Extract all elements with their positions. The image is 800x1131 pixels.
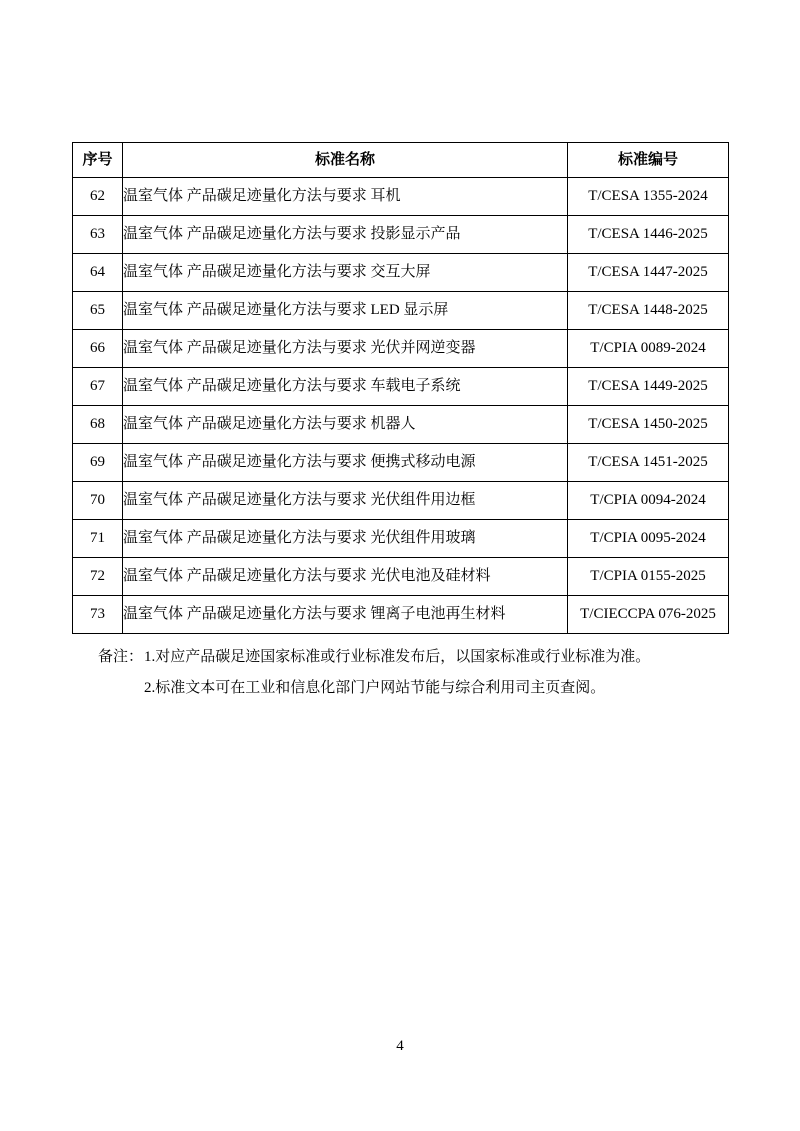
standards-table — [72, 142, 729, 634]
row-number-cell: 66 — [73, 330, 123, 368]
row-number-cell: 72 — [73, 558, 123, 596]
standard-code-cell: T/CESA 1446-2025 — [568, 216, 729, 254]
table-row — [73, 558, 729, 596]
standard-name-cell: 温室气体 产品碳足迹量化方法与要求 耳机 — [123, 178, 568, 216]
row-number-cell: 71 — [73, 520, 123, 558]
footnote-indent — [98, 678, 144, 699]
standard-name-cell: 温室气体 产品碳足迹量化方法与要求 机器人 — [123, 406, 568, 444]
table-row — [73, 520, 729, 558]
header-serial-number: 序号 — [73, 143, 123, 178]
header-standard-name: 标准名称 — [123, 143, 568, 178]
standard-code-cell: T/CESA 1448-2025 — [568, 292, 729, 330]
standard-name-cell: 温室气体 产品碳足迹量化方法与要求 LED 显示屏 — [123, 292, 568, 330]
standard-name-cell: 温室气体 产品碳足迹量化方法与要求 便携式移动电源 — [123, 444, 568, 482]
standard-code-cell: T/CESA 1355-2024 — [568, 178, 729, 216]
footnotes — [98, 647, 738, 709]
standard-name-cell: 温室气体 产品碳足迹量化方法与要求 锂离子电池再生材料 — [123, 596, 568, 634]
row-number-cell: 68 — [73, 406, 123, 444]
standard-code-cell: T/CESA 1451-2025 — [568, 444, 729, 482]
row-number-cell: 73 — [73, 596, 123, 634]
row-number-cell: 69 — [73, 444, 123, 482]
table-row — [73, 216, 729, 254]
table-row — [73, 444, 729, 482]
standard-code-cell: T/CPIA 0089-2024 — [568, 330, 729, 368]
table-row — [73, 406, 729, 444]
header-standard-code: 标准编号 — [568, 143, 729, 178]
footnote-line — [98, 647, 738, 668]
row-number-cell: 63 — [73, 216, 123, 254]
standard-name-cell: 温室气体 产品碳足迹量化方法与要求 投影显示产品 — [123, 216, 568, 254]
table-row — [73, 178, 729, 216]
table-row — [73, 254, 729, 292]
standard-name-cell: 温室气体 产品碳足迹量化方法与要求 车载电子系统 — [123, 368, 568, 406]
standard-name-cell: 温室气体 产品碳足迹量化方法与要求 光伏组件用玻璃 — [123, 520, 568, 558]
standard-code-cell: T/CIECCPA 076-2025 — [568, 596, 729, 634]
table-header-row — [73, 143, 729, 178]
footnote-text: 2.标准文本可在工业和信息化部门户网站节能与综合利用司主页查阅。 — [144, 680, 606, 696]
standard-code-cell: T/CESA 1450-2025 — [568, 406, 729, 444]
standard-name-cell: 温室气体 产品碳足迹量化方法与要求 光伏组件用边框 — [123, 482, 568, 520]
standard-name-cell: 温室气体 产品碳足迹量化方法与要求 光伏电池及硅材料 — [123, 558, 568, 596]
table-row — [73, 368, 729, 406]
table-row — [73, 596, 729, 634]
standard-code-cell: T/CESA 1449-2025 — [568, 368, 729, 406]
row-number-cell: 65 — [73, 292, 123, 330]
footnote-label: 备注： — [98, 649, 144, 665]
table-row — [73, 482, 729, 520]
row-number-cell: 62 — [73, 178, 123, 216]
standard-code-cell: T/CESA 1447-2025 — [568, 254, 729, 292]
page-number: 4 — [396, 1038, 404, 1054]
row-number-cell: 64 — [73, 254, 123, 292]
footnote-text: 1.对应产品碳足迹国家标准或行业标准发布后，以国家标准或行业标准为准。 — [144, 649, 651, 665]
footnote-line — [98, 678, 738, 699]
standard-name-cell: 温室气体 产品碳足迹量化方法与要求 光伏并网逆变器 — [123, 330, 568, 368]
row-number-cell: 70 — [73, 482, 123, 520]
table-row — [73, 292, 729, 330]
standard-code-cell: T/CPIA 0094-2024 — [568, 482, 729, 520]
standard-name-cell: 温室气体 产品碳足迹量化方法与要求 交互大屏 — [123, 254, 568, 292]
table-row — [73, 330, 729, 368]
standard-code-cell: T/CPIA 0155-2025 — [568, 558, 729, 596]
row-number-cell: 67 — [73, 368, 123, 406]
standard-code-cell: T/CPIA 0095-2024 — [568, 520, 729, 558]
table-body — [73, 178, 729, 634]
